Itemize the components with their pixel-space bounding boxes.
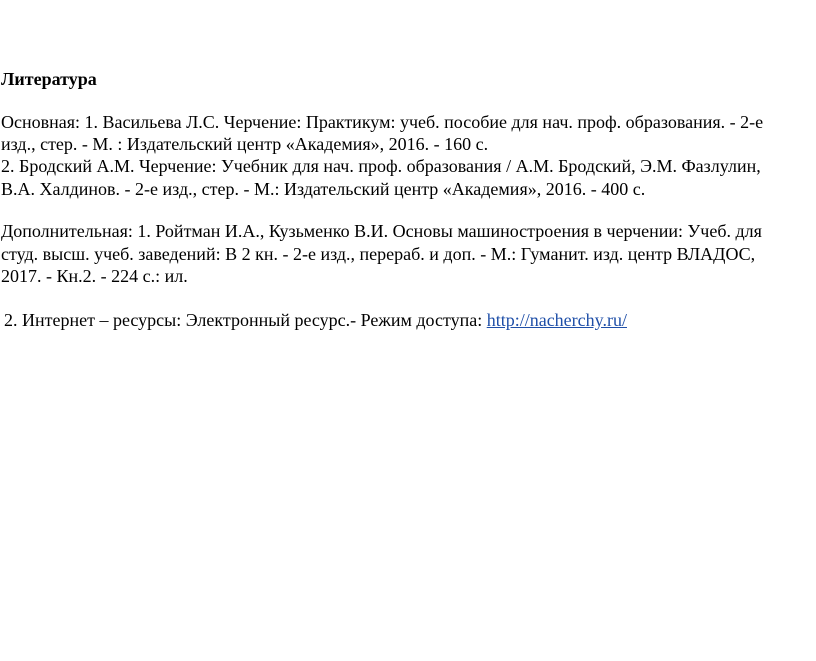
internet-resources-text: 2. Интернет – ресурсы: Электронный ресурс.- Режим доступа: (4, 310, 487, 330)
internet-resources-line (4, 308, 627, 332)
main-literature-line-1: Основная: 1. Васильева Л.С. Черчение: Практикум: учеб. пособие для нач. проф. образования. - 2-е (1, 112, 764, 132)
additional-literature-line-3: 2017. - Кн.2. - 224 с.: ил. (1, 266, 188, 286)
additional-literature-line-1: Дополнительная: 1. Ройтман И.А., Кузьменко В.И. Основы машиностроения в черчении: Учеб. для (1, 221, 762, 241)
main-literature-line-2: изд., стер. - М. : Издательский центр «Академия», 2016. - 160 с. (1, 134, 489, 154)
additional-literature-line-2: студ. высш. учеб. заведений: В 2 кн. - 2-е изд., перераб. и доп. - М.: Гуманит. изд. центр ВЛАДОС, (1, 244, 756, 264)
main-literature-line-3: 2. Бродский А.М. Черчение: Учебник для нач. проф. образования / А.М. Бродский, Э.М. Фазлулин, (1, 156, 761, 176)
resource-link[interactable]: http://nacherchy.ru/ (486, 310, 627, 330)
main-literature-line-4: В.А. Халдинов. - 2-е изд., стер. - М.: Издательский центр «Академия», 2016. - 400 с. (1, 179, 646, 199)
page-title: Литература (1, 69, 97, 89)
